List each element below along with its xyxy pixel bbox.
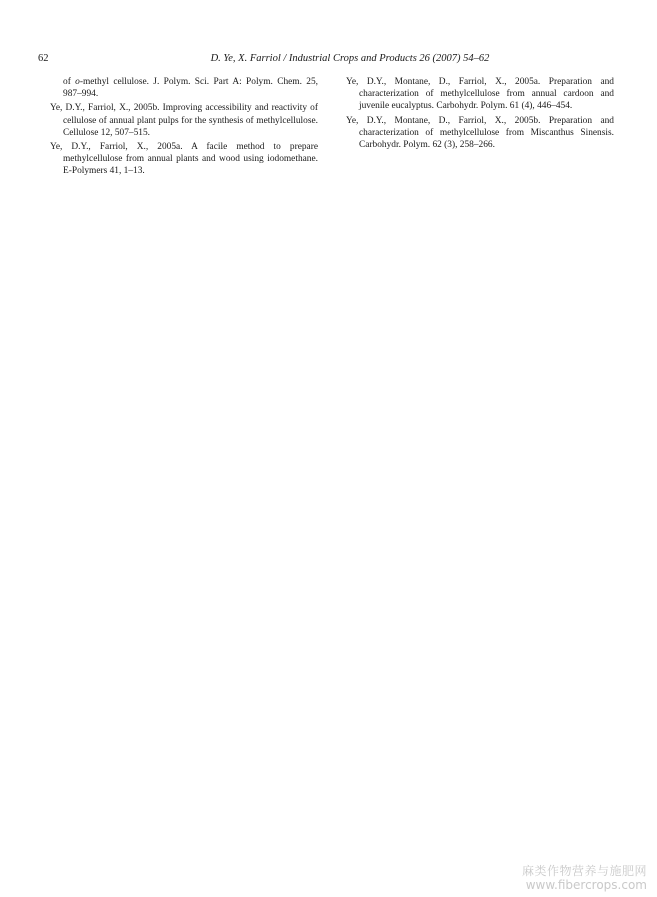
watermark (522, 864, 647, 892)
watermark-url: www.fibercrops.com (525, 878, 647, 892)
reference-item: Ye, D.Y., Farriol, X., 2005a. A facile method to prepare methylcellulose from annual plants and wood using iodomethane. E-Polymers 41, 1–13. (50, 142, 318, 177)
reference-item: Ye, D.Y., Farriol, X., 2005b. Improving accessibility and reactivity of cellulose of annual plant pulps for the synthesis of methylcellulose. Cellulose 12, 507–515. (50, 103, 318, 138)
reference-item: of o-methyl cellulose. J. Polym. Sci. Part A: Polym. Chem. 25, 987–994. (63, 77, 318, 100)
running-head: D. Ye, X. Farriol / Industrial Crops and Products 26 (2007) 54–62 (210, 53, 490, 64)
watermark-chinese: 麻类作物营养与施肥网 (521, 864, 647, 878)
italic-prefix: o (75, 77, 80, 87)
page-number: 62 (38, 53, 49, 64)
reference-item: Ye, D.Y., Montane, D., Farriol, X., 2005a. Preparation and characterization of methylcellulose from annual cardoon and juvenile eucalyptus. Carbohydr. Polym. 61 (4), 446–454. (346, 77, 614, 112)
references-right-column (346, 76, 614, 153)
reference-item: Ye, D.Y., Montane, D., Farriol, X., 2005b. Preparation and characterization of methylcellulose from Miscanthus Sinensis. Carbohydr. Polym. 62 (3), 258–266. (346, 115, 614, 151)
references-left-column (50, 76, 318, 180)
